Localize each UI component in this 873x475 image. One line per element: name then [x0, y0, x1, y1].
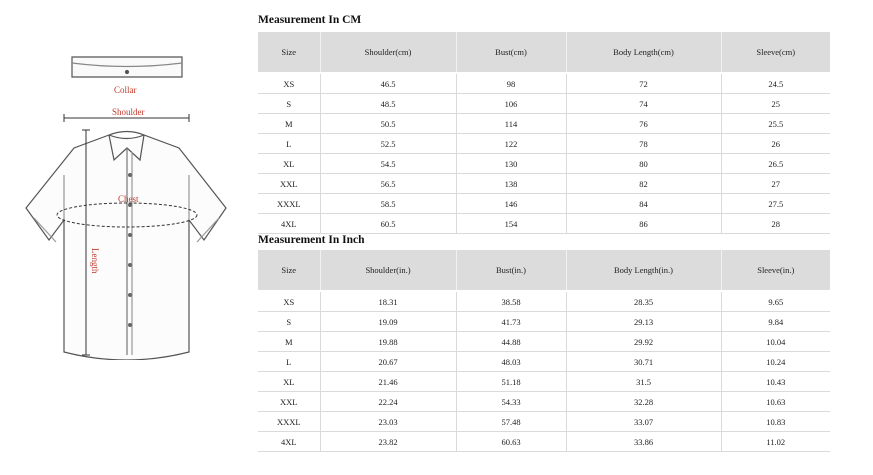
- inch-size-table: [258, 250, 830, 452]
- cell-sleeve: 11.02: [721, 432, 830, 452]
- col-header-size: Size: [258, 32, 320, 72]
- table-header-row: [258, 32, 830, 72]
- col-header-body-length: Body Length(cm): [566, 32, 721, 72]
- table-row: [258, 94, 830, 114]
- cell-size: XS: [258, 74, 320, 94]
- cell-sleeve: 10.83: [721, 412, 830, 432]
- table-row: [258, 174, 830, 194]
- cell-bust: 146: [456, 194, 566, 214]
- table-row: [258, 214, 830, 234]
- shirt-shape: [26, 135, 226, 360]
- cell-size: XXL: [258, 174, 320, 194]
- cell-bust: 51.18: [456, 372, 566, 392]
- collar-label: Collar: [114, 85, 137, 95]
- table-row: [258, 412, 830, 432]
- cell-sleeve: 10.04: [721, 332, 830, 352]
- col-header-body-length: Body Length(in.): [566, 250, 721, 290]
- cell-bust: 48.03: [456, 352, 566, 372]
- cell-bust: 44.88: [456, 332, 566, 352]
- cell-shoulder: 46.5: [320, 74, 456, 94]
- cell-shoulder: 48.5: [320, 94, 456, 114]
- cell-sleeve: 26.5: [721, 154, 830, 174]
- cell-body-length: 82: [566, 174, 721, 194]
- cell-sleeve: 9.65: [721, 292, 830, 312]
- cell-shoulder: 22.24: [320, 392, 456, 412]
- cell-body-length: 29.92: [566, 332, 721, 352]
- cell-sleeve: 10.43: [721, 372, 830, 392]
- cell-bust: 57.48: [456, 412, 566, 432]
- cell-body-length: 30.71: [566, 352, 721, 372]
- cell-body-length: 86: [566, 214, 721, 234]
- cell-size: S: [258, 312, 320, 332]
- inch-table-title: Measurement In Inch: [258, 234, 365, 246]
- cell-shoulder: 23.03: [320, 412, 456, 432]
- table-row: [258, 74, 830, 94]
- cell-body-length: 33.86: [566, 432, 721, 452]
- cell-bust: 154: [456, 214, 566, 234]
- cell-body-length: 32.28: [566, 392, 721, 412]
- cell-sleeve: 25.5: [721, 114, 830, 134]
- cell-shoulder: 60.5: [320, 214, 456, 234]
- cell-size: L: [258, 352, 320, 372]
- shoulder-label: Shoulder: [112, 107, 145, 117]
- cell-sleeve: 10.24: [721, 352, 830, 372]
- cell-sleeve: 27.5: [721, 194, 830, 214]
- cell-size: XL: [258, 154, 320, 174]
- cell-body-length: 28.35: [566, 292, 721, 312]
- col-header-bust: Bust(cm): [456, 32, 566, 72]
- cell-shoulder: 21.46: [320, 372, 456, 392]
- cell-body-length: 31.5: [566, 372, 721, 392]
- table-row: [258, 392, 830, 412]
- cell-size: L: [258, 134, 320, 154]
- cell-size: M: [258, 332, 320, 352]
- cell-sleeve: 26: [721, 134, 830, 154]
- table-row: [258, 432, 830, 452]
- cell-size: XXXL: [258, 194, 320, 214]
- cell-body-length: 80: [566, 154, 721, 174]
- cell-shoulder: 18.31: [320, 292, 456, 312]
- table-row: [258, 292, 830, 312]
- cell-bust: 122: [456, 134, 566, 154]
- cell-sleeve: 9.84: [721, 312, 830, 332]
- cell-shoulder: 19.09: [320, 312, 456, 332]
- cell-shoulder: 23.82: [320, 432, 456, 452]
- cell-bust: 106: [456, 94, 566, 114]
- cell-shoulder: 50.5: [320, 114, 456, 134]
- col-header-size: Size: [258, 250, 320, 290]
- cell-size: 4XL: [258, 214, 320, 234]
- cell-bust: 98: [456, 74, 566, 94]
- col-header-shoulder: Shoulder(in.): [320, 250, 456, 290]
- col-header-shoulder: Shoulder(cm): [320, 32, 456, 72]
- cell-sleeve: 28: [721, 214, 830, 234]
- cell-shoulder: 58.5: [320, 194, 456, 214]
- cell-size: M: [258, 114, 320, 134]
- cell-body-length: 84: [566, 194, 721, 214]
- cell-shoulder: 20.67: [320, 352, 456, 372]
- table-row: [258, 352, 830, 372]
- cell-body-length: 33.07: [566, 412, 721, 432]
- cell-size: XL: [258, 372, 320, 392]
- table-header-row: [258, 250, 830, 290]
- cell-size: XXL: [258, 392, 320, 412]
- cell-sleeve: 25: [721, 94, 830, 114]
- cell-sleeve: 27: [721, 174, 830, 194]
- table-row: [258, 194, 830, 214]
- cell-bust: 130: [456, 154, 566, 174]
- cell-shoulder: 52.5: [320, 134, 456, 154]
- cell-size: XXXL: [258, 412, 320, 432]
- length-label: Length: [90, 248, 100, 274]
- cell-body-length: 72: [566, 74, 721, 94]
- chest-label: Chest: [118, 194, 139, 204]
- table-row: [258, 312, 830, 332]
- cell-sleeve: 10.63: [721, 392, 830, 412]
- table-row: [258, 134, 830, 154]
- table-row: [258, 114, 830, 134]
- col-header-sleeve: Sleeve(in.): [721, 250, 830, 290]
- cell-shoulder: 56.5: [320, 174, 456, 194]
- cell-bust: 114: [456, 114, 566, 134]
- table-row: [258, 372, 830, 392]
- col-header-sleeve: Sleeve(cm): [721, 32, 830, 72]
- cell-bust: 138: [456, 174, 566, 194]
- cell-shoulder: 19.88: [320, 332, 456, 352]
- cm-size-table: [258, 32, 830, 234]
- cell-size: S: [258, 94, 320, 114]
- cm-table-title: Measurement In CM: [258, 14, 362, 26]
- cell-body-length: 76: [566, 114, 721, 134]
- cell-sleeve: 24.5: [721, 74, 830, 94]
- col-header-bust: Bust(in.): [456, 250, 566, 290]
- table-row: [258, 332, 830, 352]
- cell-bust: 38.58: [456, 292, 566, 312]
- cell-bust: 60.63: [456, 432, 566, 452]
- cell-body-length: 29.13: [566, 312, 721, 332]
- cell-body-length: 74: [566, 94, 721, 114]
- cell-size: XS: [258, 292, 320, 312]
- table-row: [258, 154, 830, 174]
- cell-bust: 54.33: [456, 392, 566, 412]
- cell-size: 4XL: [258, 432, 320, 452]
- cell-body-length: 78: [566, 134, 721, 154]
- cell-shoulder: 54.5: [320, 154, 456, 174]
- shirt-diagram: [14, 30, 254, 360]
- cell-bust: 41.73: [456, 312, 566, 332]
